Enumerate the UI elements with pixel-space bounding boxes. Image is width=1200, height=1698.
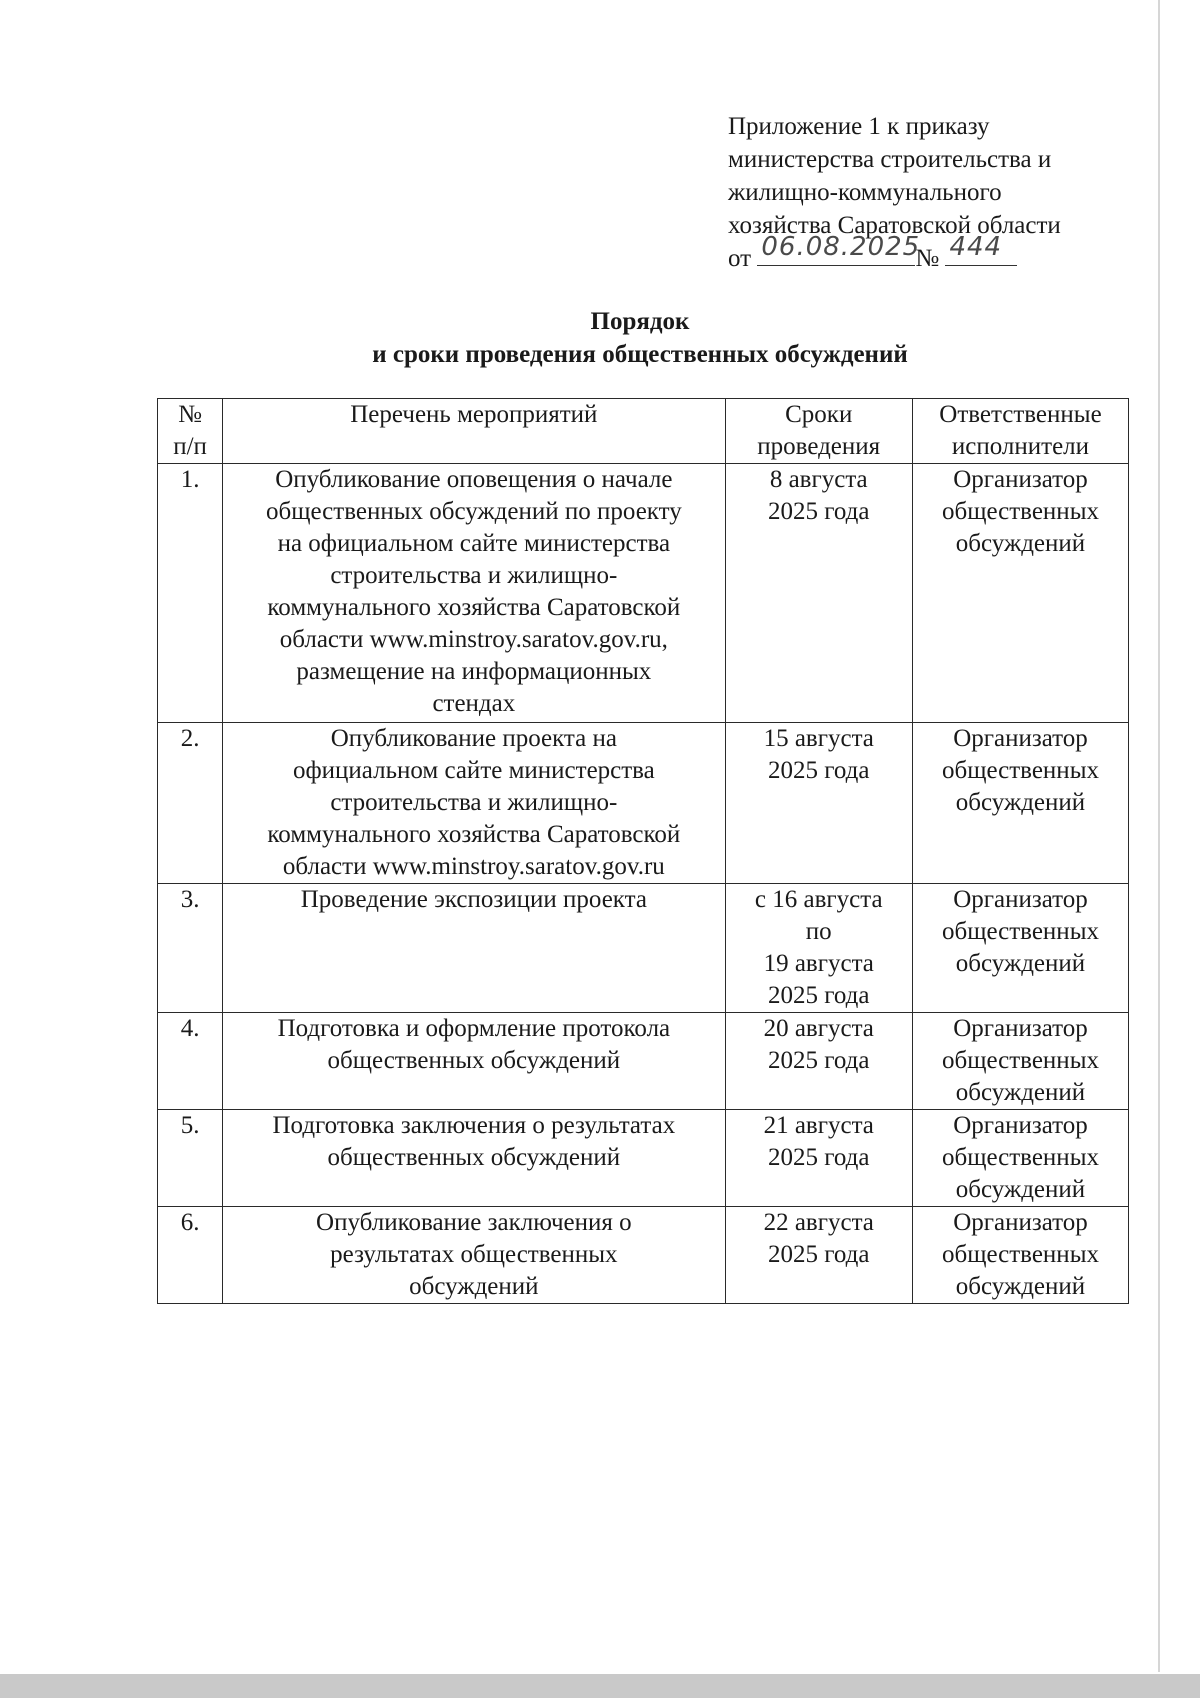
handwritten-order-date: 06.08.2025 bbox=[761, 232, 921, 262]
order-date-field bbox=[757, 232, 921, 266]
row-dates: с 16 августа по 19 августа 2025 года bbox=[725, 884, 912, 1013]
row-activity: Подготовка и оформление протокола общественных обсуждений bbox=[223, 1013, 725, 1110]
appendix-header bbox=[728, 110, 1148, 275]
row-dates: 20 августа 2025 года bbox=[725, 1013, 912, 1110]
row-activity: Проведение экспозиции проекта bbox=[223, 884, 725, 1013]
header-activity: Перечень мероприятий bbox=[223, 399, 725, 464]
appendix-line: министерства строительства и bbox=[728, 146, 1052, 173]
title-line-2: и сроки проведения общественных обсуждений bbox=[372, 341, 908, 368]
row-number: 5. bbox=[158, 1110, 223, 1207]
handwritten-order-number: 444 bbox=[949, 232, 1003, 262]
row-dates: 15 августа 2025 года bbox=[725, 723, 912, 884]
appendix-line: хозяйства Саратовской области bbox=[728, 212, 1061, 239]
row-dates: 8 августа 2025 года bbox=[725, 464, 912, 723]
table-row bbox=[158, 1110, 1129, 1207]
row-responsible: Организатор общественных обсуждений bbox=[912, 884, 1128, 1013]
order-number-sign: № bbox=[915, 245, 940, 272]
row-number: 2. bbox=[158, 723, 223, 884]
appendix-line: жилищно-коммунального bbox=[728, 179, 1002, 206]
appendix-line: Приложение 1 к приказу bbox=[728, 113, 990, 140]
table-row bbox=[158, 464, 1129, 723]
table-row bbox=[158, 723, 1129, 884]
order-reference-line bbox=[728, 232, 1148, 275]
document-title bbox=[150, 305, 1130, 371]
row-responsible: Организатор общественных обсуждений bbox=[912, 1207, 1128, 1304]
table-row bbox=[158, 884, 1129, 1013]
row-activity: Опубликование оповещения о начале общественных обсуждений по проекту на официальном сайте министерства строительства и жилищно- коммунального хозяйства Саратовской области www.minstroy.saratov.gov.ru, размещение на информационных стендах bbox=[223, 464, 725, 723]
row-activity: Подготовка заключения о результатах общественных обсуждений bbox=[223, 1110, 725, 1207]
title-line-1: Порядок bbox=[590, 308, 690, 335]
page-edge-line bbox=[1158, 0, 1160, 1672]
row-activity: Опубликование проекта на официальном сайте министерства строительства и жилищно- коммунального хозяйства Саратовской области www.minstroy.saratov.gov.ru bbox=[223, 723, 725, 884]
table-row bbox=[158, 1013, 1129, 1110]
row-responsible: Организатор общественных обсуждений bbox=[912, 1013, 1128, 1110]
schedule-table bbox=[157, 398, 1129, 1304]
row-number: 4. bbox=[158, 1013, 223, 1110]
table-row bbox=[158, 1207, 1129, 1304]
header-dates: Сроки проведения bbox=[725, 399, 912, 464]
order-prefix: от bbox=[728, 245, 752, 272]
row-responsible: Организатор общественных обсуждений bbox=[912, 1110, 1128, 1207]
row-number: 3. bbox=[158, 884, 223, 1013]
header-responsible: Ответственные исполнители bbox=[912, 399, 1128, 464]
row-dates: 22 августа 2025 года bbox=[725, 1207, 912, 1304]
header-number: № п/п bbox=[158, 399, 223, 464]
row-activity: Опубликование заключения о результатах общественных обсуждений bbox=[223, 1207, 725, 1304]
row-number: 6. bbox=[158, 1207, 223, 1304]
order-number-field bbox=[945, 232, 1017, 266]
row-responsible: Организатор общественных обсуждений bbox=[912, 723, 1128, 884]
row-dates: 21 августа 2025 года bbox=[725, 1110, 912, 1207]
row-responsible: Организатор общественных обсуждений bbox=[912, 464, 1128, 723]
scan-bottom-band bbox=[0, 1674, 1200, 1698]
table-header-row bbox=[158, 399, 1129, 464]
row-number: 1. bbox=[158, 464, 223, 723]
